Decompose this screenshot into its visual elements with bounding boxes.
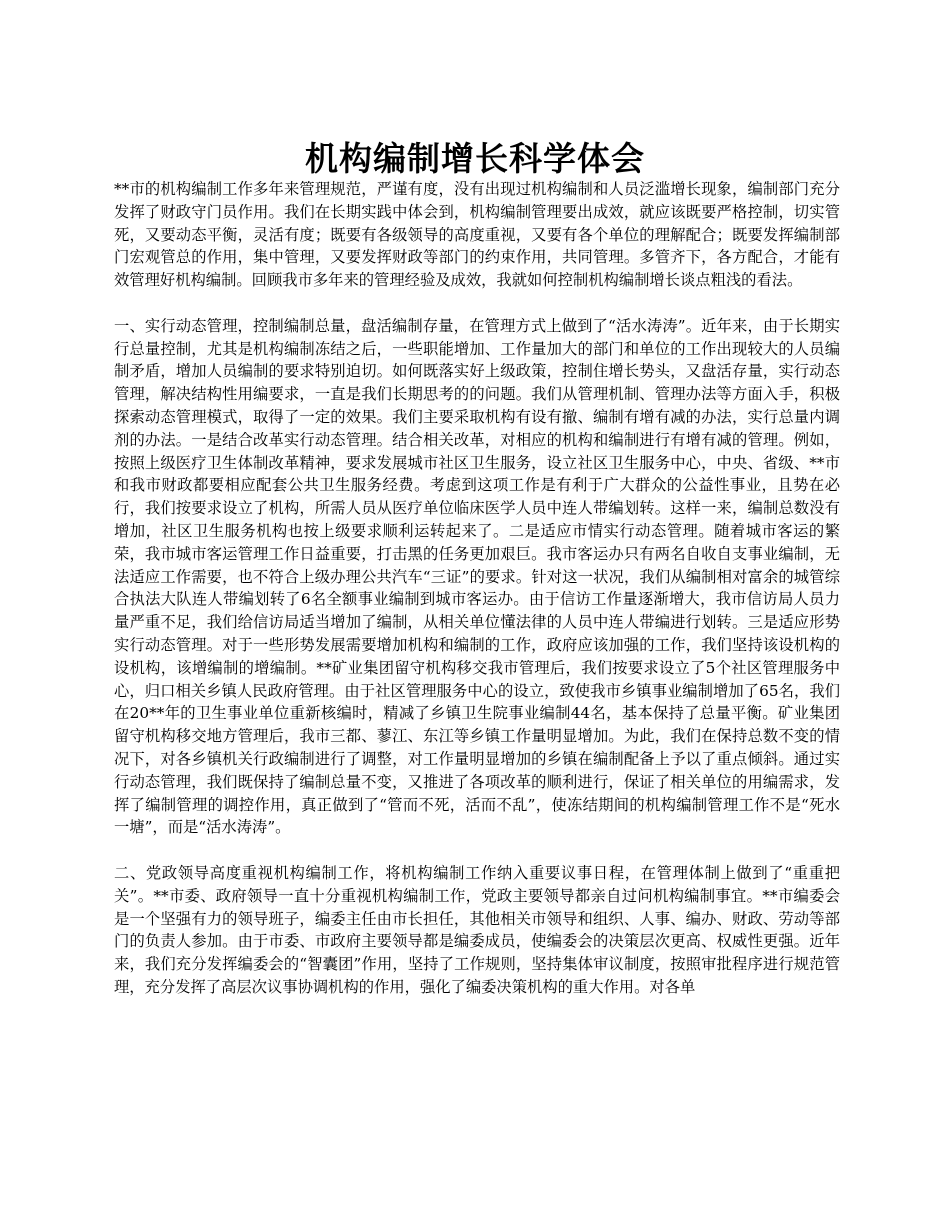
document-title: 机构编制增长科学体会 bbox=[305, 139, 645, 179]
paragraph-section-one: 一、实行动态管理，控制编制总量，盘活编制存量，在管理方式上做到了“活水涛涛”。近年来，由于长期实行总量控制，尤其是机构编制冻结之后，一些职能增加、工作量加大的部门和单位的工作出现较大的人员编制矛盾，增加人员编制的要求特别迫切。如何既落实好上级政策，控制住增长势头，又盘活存量，实行动态管理，解决结构性用编要求，一直是我们长期思考的的问题。我们从管理机制、管理办法等方面入手，积极探索动态管理模式，取得了一定的效果。我们主要采取机构有设有撤、编制有增有减的办法，实行总量内调剂的办法。一是结合改革实行动态管理。结合相关改革，对相应的机构和编制进行有增有减的管理。例如，按照上级医疗卫生体制改革精神，要求发展城市社区卫生服务，设立社区卫生服务中心，中央、省级、**市和我市财政都要相应配套公共卫生服务经费。考虑到这项工作是有利于广大群众的公益性事业，且势在必行，我们按要求设立了机构，所需人员从医疗单位临床医学人员中连人带编划转。这样一来，编制总数没有增加，社区卫生服务机构也按上级要求顺利运转起来了。二是适应市情实行动态管理。随着城市客运的繁荣，我市城市客运管理工作日益重要，打击黑的任务更加艰巨。我市客运办只有两名自收自支事业编制，无法适应工作需要，也不符合上级办理公共汽车“三证”的要求。针对这一状况，我们从编制相对富余的城管综合执法大队连人带编划转了6名全额事业编制到城市客运办。由于信访工作量逐渐增大，我市信访局人员力量严重不足，我们给信访局适当增加了编制，从相关单位懂法律的人员中连人带编进行划转。三是适应形势实行动态管理。对于一些形势发展需要增加机构和编制的工作，政府应该加强的工作，我们坚持该设机构的设机构，该增编制的增编制。**矿业集团留守机构移交我市管理后，我们按要求设立了5个社区管理服务中心，归口相关乡镇人民政府管理。由于社区管理服务中心的设立，致使我市乡镇事业编制增加了65名，我们在20**年的卫生事业单位重新核编时，精减了乡镇卫生院事业编制44名，基本保持了总量平衡。矿业集团留守机构移交地方管理后，我市三都、蓼江、东江等乡镇工作量明显增加。为此，我们在保持总数不变的情况下，对各乡镇机关行政编制进行了调整，对工作量明显增加的乡镇在编制配备上予以了重点倾斜。通过实行动态管理，我们既保持了编制总量不变，又推进了各项改革的顺利进行，保证了相关单位的用编需求，发挥了编制管理的调控作用，真正做到了“管而不死，活而不乱”，使冻结期间的机构编制管理工作不是“死水一塘”，而是“活水涛涛”。 bbox=[114, 316, 840, 837]
document-body bbox=[114, 178, 840, 999]
paragraph-intro: **市的机构编制工作多年来管理规范，严谨有度，没有出现过机构编制和人员泛滥增长现象，编制部门充分发挥了财政守门员作用。我们在长期实践中体会到，机构编制管理要出成效，就应该既要严格控制，切实管死，又要动态平衡，灵活有度；既要有各级领导的高度重视，又要有各个单位的理解配合；既要发挥编制部门宏观管总的作用，集中管理，又要发挥财政等部门的约束作用，共同管理。多管齐下，各方配合，才能有效管理好机构编制。回顾我市多年来的管理经验及成效，我就如何控制机构编制增长谈点粗浅的看法。 bbox=[114, 180, 840, 290]
paragraph-section-two: 二、党政领导高度重视机构编制工作，将机构编制工作纳入重要议事日程，在管理体制上做到了“重重把关”。**市委、政府领导一直十分重视机构编制工作，党政主要领导都亲自过问机构编制事宜。**市编委会是一个坚强有力的领导班子，编委主任由市长担任，其他相关市领导和组织、人事、编办、财政、劳动等部门的负责人参加。由于市委、市政府主要领导都是编委成员，使编委会的决策层次更高、权威性更强。近年来，我们充分发挥编委会的“智囊团”作用，坚持了工作规则，坚持集体审议制度，按照审批程序进行规范管理，充分发挥了高层次议事协调机构的作用，强化了编委决策机构的重大作用。对各单 bbox=[114, 863, 840, 996]
